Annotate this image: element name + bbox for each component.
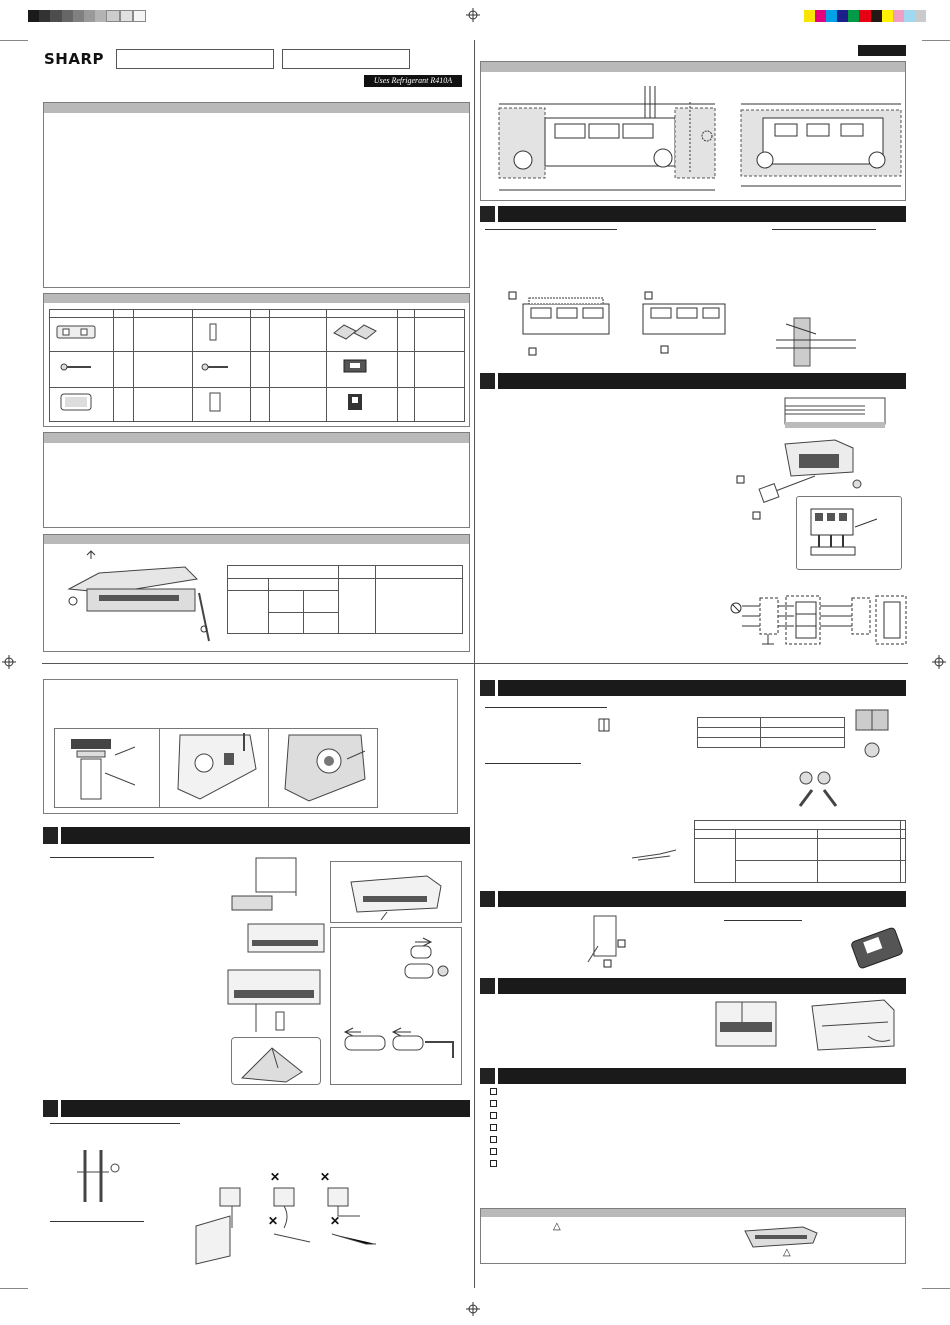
refrigerant-label: Uses Refrigerant R410A	[364, 75, 462, 87]
unit-removal-icon	[331, 862, 461, 922]
terminal-block-icon	[797, 497, 903, 569]
section-number-square	[480, 373, 495, 389]
process-color-bar	[804, 10, 926, 22]
section-heading-band	[498, 680, 906, 696]
gray-swatch	[133, 10, 146, 22]
section-heading-band	[498, 978, 906, 994]
wall-section-diagram	[785, 396, 885, 430]
section-header-bar	[44, 294, 469, 303]
subheading-underline	[50, 1123, 180, 1124]
subheading-underline	[724, 920, 802, 921]
section-heading-2	[480, 373, 906, 389]
section-number-square	[480, 978, 495, 994]
subheading-underline	[485, 763, 581, 764]
warning-triangle-icon-2: △	[783, 1247, 791, 1258]
filter-removal-icon	[712, 998, 782, 1052]
unit-removal-detail	[330, 861, 462, 923]
gray-swatch	[120, 10, 133, 22]
color-swatch	[826, 10, 837, 22]
cross-mark-1: ✕	[270, 1170, 281, 1184]
manual-booklet-icon	[328, 321, 384, 343]
section-number-square	[480, 1068, 495, 1084]
wrench-tightening-icon	[792, 766, 848, 808]
section-heading-band	[61, 827, 470, 844]
gray-swatch	[73, 10, 84, 22]
screw-icon	[194, 356, 234, 378]
subheading-underline	[772, 229, 876, 230]
section-heading-band	[498, 891, 906, 907]
accessories-section	[43, 293, 470, 427]
section-header-bar	[481, 1209, 905, 1217]
color-swatch	[848, 10, 859, 22]
accessory-cell	[327, 352, 397, 388]
wall-clip-icon	[328, 391, 384, 413]
pipe-section-icon	[854, 708, 890, 766]
gray-swatch	[106, 10, 119, 22]
accessory-cell	[50, 352, 114, 388]
mounting-hook-detail	[231, 1037, 321, 1085]
section-number-square	[480, 891, 495, 907]
color-swatch	[859, 10, 870, 22]
checklist-checkbox	[490, 1136, 497, 1143]
cross-mark-3: ✕	[268, 1214, 279, 1228]
gray-swatch	[62, 10, 73, 22]
mounting-plate-dimension-diagram	[485, 82, 903, 200]
wiring-schematic-diagram	[728, 592, 908, 648]
horizontal-fold-line	[42, 663, 908, 664]
piping-outlet-panel	[269, 729, 377, 807]
checklist-checkbox	[490, 1124, 497, 1131]
accessory-cell	[327, 318, 397, 352]
subheading-underline	[50, 1221, 144, 1222]
pipe-bending-icon	[630, 846, 680, 862]
remote-holder-icon	[328, 356, 384, 378]
indoor-unit-illustration	[59, 549, 229, 644]
registration-mark-icon	[466, 8, 480, 22]
color-swatch	[815, 10, 826, 22]
checklist-checkbox	[490, 1088, 497, 1095]
warning-triangle-icon: △	[553, 1221, 561, 1232]
pipe-cutting-panel	[55, 729, 160, 807]
installation-site-section	[43, 432, 470, 528]
pipe-size-table	[694, 820, 906, 883]
section-header-bar	[481, 62, 905, 72]
accessories-table	[49, 309, 465, 422]
caution-section	[480, 1208, 906, 1264]
gray-swatch	[28, 10, 39, 22]
remote-mounting-icon	[584, 912, 630, 970]
section-heading-band	[61, 1100, 470, 1117]
section-heading-3	[43, 827, 470, 844]
dimensions-section	[480, 61, 906, 201]
section-header-bar	[44, 433, 469, 443]
color-swatch	[904, 10, 915, 22]
gray-swatch	[95, 10, 106, 22]
piping-preparation-section	[43, 679, 458, 814]
drain-hose-change-detail	[330, 927, 462, 1085]
crop-line	[0, 1288, 28, 1289]
section-number-square	[43, 1100, 58, 1117]
drain-slope-diagrams	[190, 1176, 380, 1268]
terminal-block-detail	[796, 496, 902, 570]
safety-precautions-section	[43, 102, 470, 288]
gray-swatch	[84, 10, 95, 22]
drain-hose-routing-icon	[75, 1148, 135, 1204]
color-swatch	[915, 10, 926, 22]
model-name-box	[116, 49, 274, 69]
section-heading-6	[480, 891, 906, 907]
mounting-plate-install-diagram	[505, 290, 735, 360]
section-heading-7	[480, 978, 906, 994]
crop-line	[922, 1288, 950, 1289]
section-number-square	[480, 680, 495, 696]
color-swatch	[882, 10, 893, 22]
screw-icon	[51, 356, 101, 378]
section-heading-4	[43, 1100, 470, 1117]
indoor-unit-corner-icon	[160, 729, 268, 807]
section-number-square	[43, 827, 58, 844]
cross-mark-4: ✕	[330, 1214, 341, 1228]
checklist-checkbox	[490, 1148, 497, 1155]
mounting-plate-icon	[51, 321, 101, 343]
clearance-table	[227, 565, 463, 634]
section-heading-5	[480, 680, 906, 696]
pipe-flange-icon	[55, 729, 159, 807]
color-swatch	[804, 10, 815, 22]
grayscale-bar	[28, 10, 146, 22]
checklist-checkbox	[490, 1100, 497, 1107]
mounting-hook-icon	[232, 1038, 322, 1086]
crop-line	[0, 40, 28, 41]
color-swatch	[893, 10, 904, 22]
indoor-unit-piping-panel	[160, 729, 269, 807]
section-heading-1	[480, 206, 906, 222]
subheading-underline	[50, 857, 154, 858]
section-heading-band	[498, 1068, 906, 1084]
checklist-checkbox	[490, 1160, 497, 1167]
indoor-unit-clearance-section	[43, 534, 470, 652]
drain-hose-icon	[331, 928, 461, 1084]
front-panel-icon	[808, 996, 900, 1054]
section-header-bar	[44, 103, 469, 113]
torque-table	[697, 717, 845, 748]
piping-outlet-icon	[269, 729, 377, 807]
color-swatch	[837, 10, 848, 22]
gray-swatch	[39, 10, 50, 22]
accessory-cell	[192, 318, 250, 352]
accessory-cell	[327, 388, 397, 422]
indoor-unit-bottom-icon	[743, 1223, 819, 1249]
section-heading-8	[480, 1068, 906, 1084]
battery-icon	[194, 321, 234, 343]
wall-hole-diagram	[776, 310, 856, 370]
accessory-cell	[50, 388, 114, 422]
section-header-bar	[44, 535, 469, 544]
accessory-cell	[192, 352, 250, 388]
registration-mark-icon	[932, 655, 946, 669]
subheading-underline	[485, 229, 617, 230]
section-heading-band	[498, 206, 906, 222]
accessory-cell	[192, 388, 250, 422]
flare-nut-icon	[596, 716, 612, 734]
page-tab	[858, 45, 906, 56]
section-number-square	[480, 206, 495, 222]
crop-line	[922, 40, 950, 41]
vertical-fold-line	[474, 40, 475, 1288]
registration-mark-icon	[2, 655, 16, 669]
subheading-underline	[485, 707, 607, 708]
filter-icon	[194, 391, 234, 413]
remote-control-icon	[846, 920, 908, 970]
accessory-cell	[50, 318, 114, 352]
model-name-box-2	[282, 49, 410, 69]
piping-illustration-frame	[54, 728, 378, 808]
remote-control-icon	[51, 391, 101, 413]
cross-mark-2: ✕	[320, 1170, 331, 1184]
color-swatch	[871, 10, 882, 22]
checklist-checkbox	[490, 1112, 497, 1119]
gray-swatch	[50, 10, 61, 22]
section-heading-band	[498, 373, 906, 389]
registration-mark-icon	[466, 1302, 480, 1316]
brand-logo: SHARP	[44, 50, 105, 68]
